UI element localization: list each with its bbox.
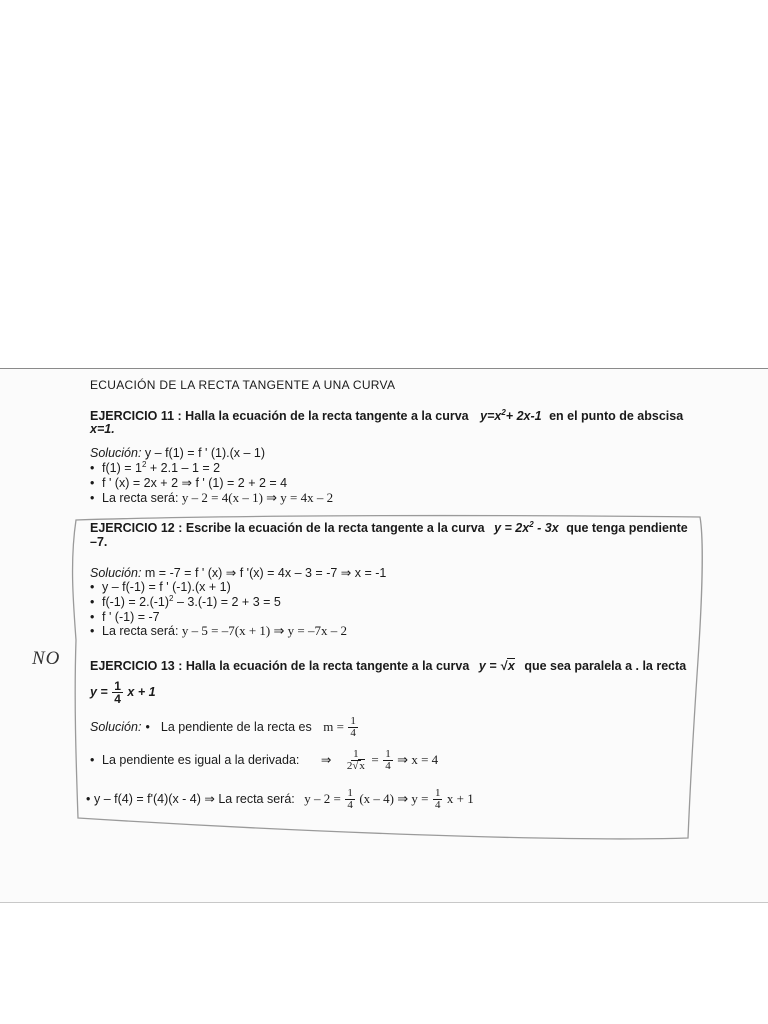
exercise-13-solution-3: • y – f(4) = f'(4)(x - 4) ⇒ La recta será: y – 2 = $\frac{1}{4}$ (x – 4) ⇒ y = $\frac{1}{4}$ x + 1 — [86, 787, 474, 812]
exercise-12-bullet-2: • $f(-1) = 2.(-1)^2 - 3.(-1) = 2 + 3 = 5$ — [90, 593, 281, 609]
exercise-13-solution-1: Solución: • La pendiente de la recta es m = $\frac{1}{4}$ — [90, 715, 356, 740]
exercise-11-title: EJERCICIO 11 : Halla la ecuación de la recta tangente a la curva $y=x^2+ 2x-1$ en el punto de abscisa — [90, 407, 684, 423]
exercise-11-solution: Solución: y – f(1) = f ' (1).(x – 1) — [90, 446, 266, 460]
exercise-12-bullet-1: • y – f(-1) = f ' (-1).(x + 1) — [90, 580, 231, 594]
exercise-11-curve: $y=x^2+ 2x-1$ — [480, 407, 542, 423]
exercise-12-solution: Solución: m = -7 = f ' (x) ⇒ f '(x) = 4x – 3 = -7 ⇒ x = -1 — [90, 566, 387, 580]
exercise-13-title: EJERCICIO 13 : Halla la ecuación de la recta tangente a la curva y = √x que sea paralela a . la recta — [90, 659, 687, 673]
page-heading: ECUACIÓN DE LA RECTA TANGENTE A UNA CURVA — [90, 378, 396, 392]
exercise-11-bullet-1: • $f(1) = 1^2 + 2.1 - 1 = 2$ — [90, 459, 221, 475]
handwritten-note: NO — [32, 648, 61, 669]
exercise-11-bullet-2: • f ' (x) = 2x + 2 ⇒ f ' (1) = 2 + 2 = 4 — [90, 476, 288, 490]
paper-cut-line-bottom — [0, 902, 768, 903]
exercise-11-bullet-3: • La recta será: y – 2 = 4(x – 1) ⇒ y = 4x – 2 — [90, 490, 334, 505]
exercise-13-solution-2: • La pendiente es igual a la derivada: ⇒ $\frac{1}{2√x}$ = $\frac{1}{4}$ ⇒ x = 4 — [90, 748, 439, 773]
exercise-12-title: EJERCICIO 12 : Escribe la ecuación de la recta tangente a la curva $y = 2x^2 - 3x$ que tenga pendiente — [90, 519, 688, 535]
exercise-12-bullet-3: • f ' (-1) = -7 — [90, 610, 160, 624]
exercise-11-title-line2: x=1. — [90, 422, 115, 436]
exercise-13-curve: y = √x — [478, 659, 515, 673]
exercise-12-title-line2: –7. — [90, 535, 108, 549]
exercise-12-curve: $y = 2x^2 - 3x$ — [494, 519, 559, 535]
exercise-13-line-equation: y = $\frac{1}{4}$ x + 1 — [90, 679, 156, 707]
exercise-12-bullet-4: • La recta será: y – 5 = –7(x + 1) ⇒ y = –7x – 2 — [90, 623, 347, 638]
paper-cut-line-top — [0, 368, 768, 369]
